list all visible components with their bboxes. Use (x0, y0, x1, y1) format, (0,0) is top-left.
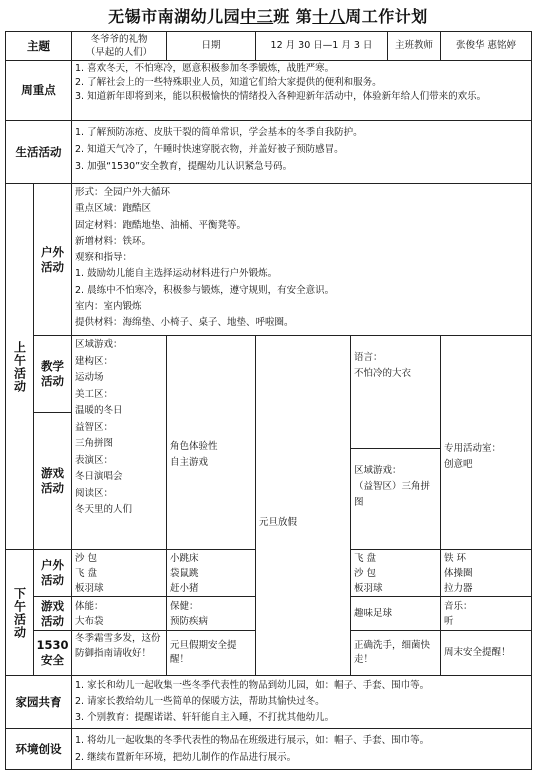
role-play-line: 角色体验性 (170, 441, 218, 452)
language-line: 不怕冷的大衣 (354, 368, 412, 379)
theme-line-2: （早起的人们） (85, 47, 153, 58)
class-suffix: 班 第 (273, 7, 313, 26)
plan-table (5, 31, 532, 770)
page-title (0, 4, 536, 27)
week-number: 十八 (312, 7, 346, 26)
outdoor-line: 重点区域：跑酷区 (75, 203, 152, 215)
family-item: 2. 请家长教给幼儿一些简单的保暖方法，帮助其愉快过冬。 (75, 696, 325, 707)
afternoon-game-line: 趣味足球 (354, 607, 393, 619)
teacher-value: 张俊华 惠铭婷 (440, 31, 532, 61)
afternoon-outdoor-item: 小跳床 (170, 553, 199, 564)
family-content (71, 675, 532, 729)
safety-text: 周末安全提醒！ (444, 647, 511, 658)
environment-item: 2. 继续布置新年环境，把幼儿制作的作品进行展示。 (75, 752, 297, 763)
morning-label (5, 183, 34, 550)
area-game-line: 美工区： (75, 388, 114, 400)
life-content (71, 120, 532, 184)
afternoon-outdoor-monday (71, 549, 167, 597)
afternoon-outdoor-item: 体操圈 (444, 568, 473, 579)
family-item: 1. 家长和幼儿一起收集一些冬季代表性的物品到幼儿园，如：帽子、手套、围巾等。 (75, 680, 430, 691)
special-line: 创意吧 (444, 459, 473, 470)
afternoon-game-line: 保健： (170, 601, 199, 612)
weekly-focus-item: 1. 喜欢冬天，不怕寒冷，愿意积极参加冬季锻炼，战胜严寒。 (75, 63, 335, 74)
safety-friday (440, 630, 532, 676)
safety-monday (71, 630, 167, 676)
afternoon-outdoor-item: 飞 盘 (354, 553, 377, 564)
family-label: 家园共育 (5, 675, 72, 729)
area-game-line: 益智区： (75, 421, 114, 433)
safety-label: 1530安全 (33, 630, 72, 676)
safety-text: 元旦假期安全提醒！ (170, 639, 237, 665)
theme-line-1: 冬爷爷的礼物 (90, 34, 148, 45)
area-game-line: 三角拼图 (75, 438, 114, 449)
morning-label-text: 上午活动 (12, 340, 27, 393)
area-game-line: 冬日演唱会 (75, 471, 123, 482)
afternoon-outdoor-tuesday (166, 549, 256, 597)
afternoon-game-friday (440, 596, 532, 631)
date-value: 12 月 30 日—1 月 3 日 (255, 31, 388, 61)
environment-item: 1. 将幼儿一起收集的冬季代表性的物品在班级进行展示，如：帽子、手套、围巾等。 (75, 735, 430, 746)
area-game-line: 阅读区： (75, 487, 114, 499)
date-label: 日期 (166, 31, 256, 61)
area-games-monday (71, 335, 167, 550)
weekly-focus-item: 2. 了解社会上的一些特殊职业人员，知道它们给大家提供的便利和服务。 (75, 77, 382, 88)
outdoor-line: 观察和指导： (75, 252, 133, 264)
afternoon-outdoor-label: 户外活动 (33, 549, 72, 597)
area-game-thursday-line: 区域游戏： (354, 465, 402, 476)
life-item: 3. 加强“1530”安全教育，提醒幼儿认识紧急号码。 (75, 161, 293, 172)
afternoon-game-line: 预防疾病 (170, 616, 209, 627)
outdoor-line: 新增材料：铁环。 (75, 235, 152, 247)
teaching-label: 教学活动 (33, 335, 72, 413)
afternoon-outdoor-item: 板羽球 (75, 583, 104, 594)
role-play-line: 自主游戏 (170, 457, 209, 468)
life-item: 2. 知道天气冷了，午睡时快速穿脱衣物，并盖好被子预防感冒。 (75, 144, 344, 155)
afternoon-outdoor-item: 沙 包 (75, 553, 98, 564)
afternoon-game-line: 大布袋 (75, 616, 104, 627)
class-name: 中三 (240, 7, 274, 26)
afternoon-label-text: 下午活动 (12, 586, 27, 639)
weekly-focus-item: 3. 知道新年即将到来，能以积极愉快的情绪投入各种迎新年活动中，体验新年给人们带来的欢乐。 (75, 91, 487, 102)
afternoon-outdoor-thursday (350, 549, 441, 597)
afternoon-game-line: 听 (444, 616, 454, 627)
area-game-line: 冬天里的人们 (75, 504, 133, 515)
afternoon-game-thursday (350, 596, 441, 631)
environment-content (71, 728, 532, 770)
language-thursday (350, 335, 441, 449)
life-label: 生活活动 (5, 120, 72, 184)
morning-outdoor-label: 户外活动 (33, 183, 72, 336)
area-game-thursday (350, 448, 441, 550)
afternoon-game-label: 游戏活动 (33, 596, 72, 631)
role-play-tuesday (166, 335, 256, 550)
weekly-focus-label: 周重点 (5, 60, 72, 121)
afternoon-label (5, 549, 34, 676)
afternoon-outdoor-item: 沙 包 (354, 568, 377, 579)
environment-label: 环境创设 (5, 728, 72, 770)
safety-thursday (350, 630, 441, 676)
afternoon-game-monday (71, 596, 167, 631)
theme-value (71, 31, 167, 61)
morning-outdoor-content (71, 183, 532, 336)
weekly-focus-content (71, 60, 532, 121)
theme-label: 主题 (5, 31, 72, 61)
teacher-label: 主班教师 (387, 31, 441, 61)
outdoor-line: 固定材料：跑酷地垫、油桶、平衡凳等。 (75, 219, 247, 231)
special-room-friday (440, 335, 532, 550)
afternoon-outdoor-item: 袋鼠跳 (170, 568, 199, 579)
safety-text: 冬季霜雪多发，这份防御指南请收好！ (75, 633, 161, 659)
area-game-line: 温暖的冬日 (75, 405, 123, 416)
holiday-wednesday (255, 335, 351, 676)
outdoor-line: 2. 晨练中不怕寒冷，积极参与锻炼，遵守规则，有安全意识。 (75, 284, 335, 296)
family-item: 3. 个别教育：提醒诺诺、轩轩能自主入睡，不打扰其他幼儿。 (75, 712, 335, 723)
life-item: 1. 了解预防冻疮、皮肤干裂的简单常识，学会基本的冬季自我防护。 (75, 127, 363, 138)
special-line: 专用活动室： (444, 443, 502, 454)
outdoor-line: 1. 鼓励幼儿能自主选择运动材料进行户外锻炼。 (75, 268, 278, 280)
safety-text: 正确洗手，细菌快走！ (354, 639, 431, 665)
area-game-line: 建构区： (75, 355, 114, 367)
area-game-line: 区域游戏： (75, 339, 123, 350)
afternoon-game-tuesday (166, 596, 256, 631)
afternoon-outdoor-item: 赶小猪 (170, 583, 199, 594)
outdoor-line: 形式：全园户外大循环 (75, 187, 171, 198)
afternoon-outdoor-friday (440, 549, 532, 597)
school-name: 无锡市南湖幼儿园 (108, 7, 241, 26)
afternoon-outdoor-item: 铁 环 (444, 553, 467, 564)
language-line: 语言： (354, 352, 383, 363)
afternoon-game-line: 音乐： (444, 601, 473, 612)
afternoon-outdoor-item: 拉力器 (444, 583, 473, 594)
afternoon-game-line: 体能： (75, 601, 104, 612)
safety-tuesday (166, 630, 256, 676)
outdoor-line: 室内：室内锻炼 (75, 301, 142, 313)
area-game-thursday-line: （益智区）三角拼图 (354, 481, 431, 508)
title-suffix: 周工作计划 (345, 7, 428, 26)
holiday-text: 元旦放假 (259, 517, 298, 528)
afternoon-outdoor-item: 飞 盘 (75, 568, 98, 579)
outdoor-line: 提供材料：海绵垫、小椅子、桌子、地垫、呼啦圈。 (75, 317, 294, 329)
area-game-line: 运动场 (75, 372, 104, 383)
morning-game-label: 游戏活动 (33, 412, 72, 550)
area-game-line: 表演区： (75, 454, 114, 466)
afternoon-outdoor-item: 板羽球 (354, 583, 383, 594)
